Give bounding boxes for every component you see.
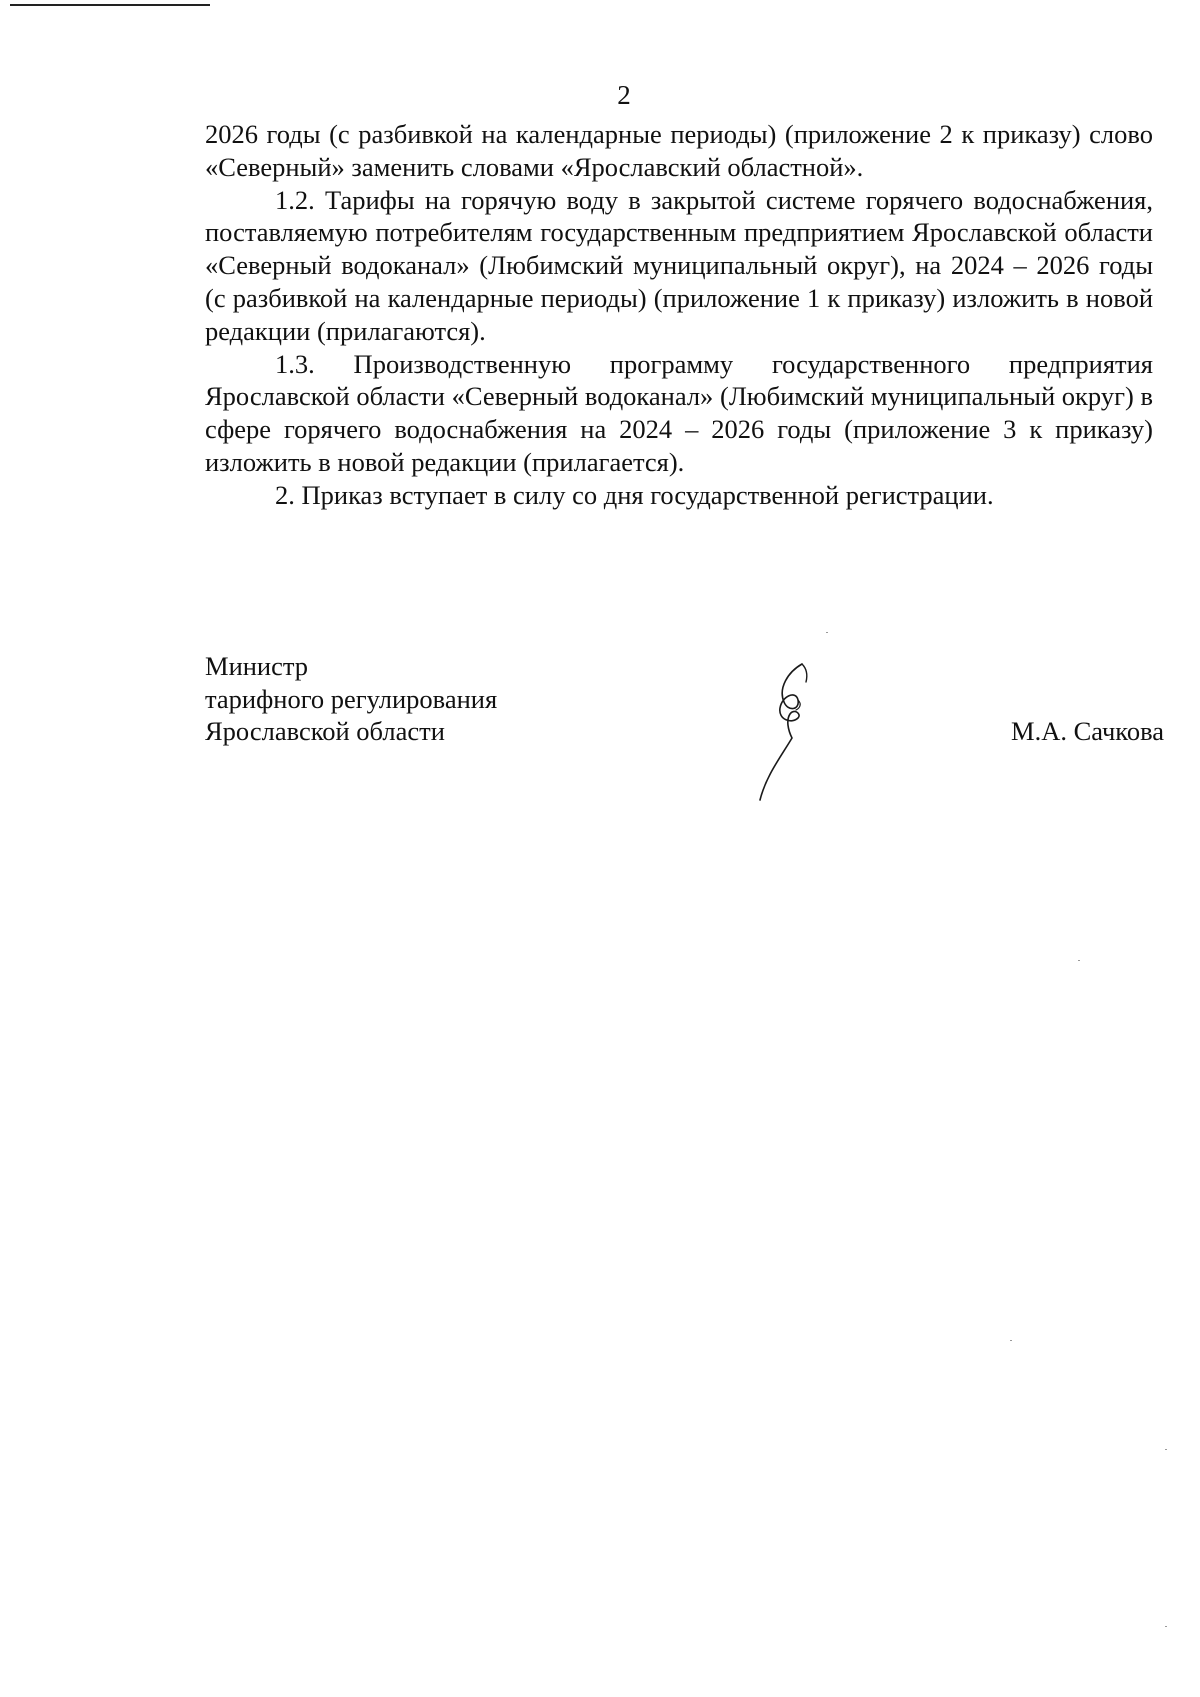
paragraph-2: 2. Приказ вступает в силу со дня государственной регистрации. — [275, 479, 994, 510]
paragraph-continuation: 2026 годы (с разбивкой на календарные периоды) (приложение 2 к приказу) слово «Северный» заменить словами «Ярославский областной». — [205, 119, 1153, 182]
scan-speck — [1010, 1340, 1012, 1341]
scan-speck — [1165, 1449, 1167, 1450]
position-line: тарифного регулирования — [205, 683, 498, 714]
position-line: Ярославской области — [205, 716, 445, 746]
scan-speck — [1078, 960, 1080, 961]
signatory-name: М.А. Сачкова — [1011, 716, 1164, 746]
document-body — [205, 118, 1153, 512]
header-rule — [10, 4, 210, 6]
scan-speck — [1165, 1626, 1167, 1627]
scan-speck — [826, 632, 828, 633]
handwritten-signature — [758, 658, 838, 803]
page-number: 2 — [617, 80, 631, 110]
paragraph-1-3: 1.3. Производственную программу государственного предприятия Ярославской области «Северный водоканал» (Любимский муниципальный округ) в сфере горячего водоснабжения на 2024 – 2026 годы (приложение 3 к приказу) изложить в новой редакции (прилагается). — [205, 348, 1153, 477]
signatory-position — [205, 650, 497, 748]
paragraph-1-2: 1.2. Тарифы на горячую воду в закрытой системе горячего водоснабжения, поставляемую потребителям государственным предприятием Ярославской области «Северный водоканал» (Любимский муниципальный округ), на 2024 – 2026 годы (с разбивкой на календарные периоды) (приложение 1 к приказу) изложить в новой редакции (прилагаются). — [205, 184, 1153, 346]
position-line: Министр — [205, 651, 309, 681]
